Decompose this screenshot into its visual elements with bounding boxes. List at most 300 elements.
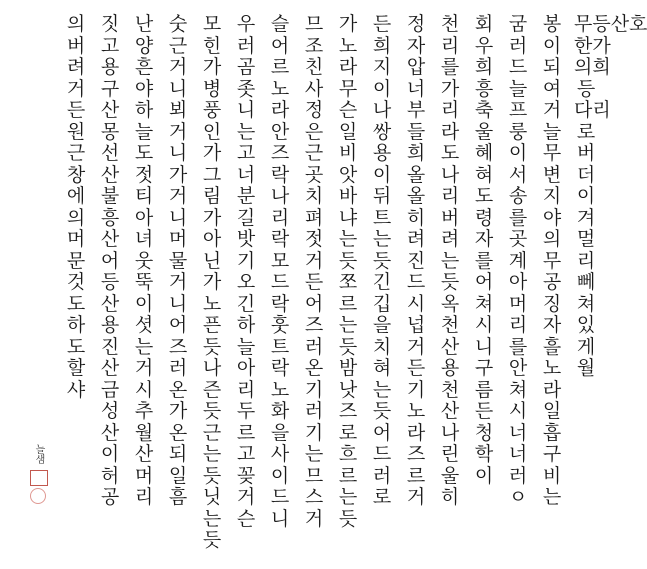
calligraphy-char: 도	[134, 142, 154, 164]
calligraphy-char: 너	[508, 421, 528, 444]
red-seal-stamp	[30, 470, 48, 486]
calligraphy-char: 깁	[372, 292, 392, 315]
calligraphy-char: 노	[270, 77, 290, 100]
calligraphy-char: 듯	[372, 249, 392, 272]
calligraphy-char: 는	[372, 378, 392, 401]
calligraphy-char: 근	[66, 142, 86, 164]
calligraphy-char: 림	[202, 185, 222, 207]
calligraphy-char: 시	[508, 400, 528, 422]
calligraphy-char: 원	[66, 120, 86, 143]
calligraphy-char: 듯	[338, 249, 358, 272]
calligraphy-char: 산	[100, 292, 120, 315]
calligraphy-char: 가	[202, 56, 222, 78]
calligraphy-char: 드	[406, 271, 426, 293]
calligraphy-char: 이	[100, 443, 120, 465]
calligraphy-char: 가	[168, 400, 188, 422]
calligraphy-char: 거	[304, 249, 324, 272]
calligraphy-char: 나	[440, 421, 460, 444]
calligraphy-char: 아	[508, 271, 528, 293]
calligraphy-char: 이	[474, 464, 494, 487]
calligraphy-char: 도	[66, 292, 86, 315]
calligraphy-char: 우	[236, 13, 256, 35]
calligraphy-char: 듯	[440, 271, 460, 293]
calligraphy-char: 는	[542, 486, 562, 508]
calligraphy-char: 분	[236, 185, 256, 207]
calligraphy-char: 온	[168, 378, 188, 401]
calligraphy-char: 조	[304, 34, 324, 57]
calligraphy-char: 락	[270, 357, 290, 379]
calligraphy-char: 든	[406, 357, 426, 379]
calligraphy-char: 거	[168, 185, 188, 207]
calligraphy-char: 울	[474, 120, 494, 143]
calligraphy-char: 가	[202, 142, 222, 164]
calligraphy-char: 치	[372, 335, 392, 358]
calligraphy-char: 즈	[168, 335, 188, 358]
calligraphy-char: 산	[100, 163, 120, 186]
calligraphy-char: 슬	[270, 13, 290, 35]
calligraphy-char: 혜	[474, 142, 494, 164]
calligraphy-char: 용	[100, 56, 120, 78]
calligraphy-column	[540, 14, 564, 509]
calligraphy-char: 늘	[134, 120, 154, 143]
calligraphy-char: 락	[270, 292, 290, 315]
calligraphy-char: 뚝	[134, 271, 154, 293]
calligraphy-char: 리	[508, 314, 528, 336]
calligraphy-char: 이	[372, 77, 392, 100]
calligraphy-char: 구	[542, 443, 562, 465]
calligraphy-char: 가	[168, 163, 188, 186]
calligraphy-char: 앗	[338, 163, 358, 186]
calligraphy-char: 티	[134, 185, 154, 207]
calligraphy-char: 니	[474, 335, 494, 358]
calligraphy-char: 쌍	[372, 120, 392, 143]
calligraphy-char: 아	[134, 206, 154, 229]
calligraphy-char: 리	[440, 99, 460, 121]
calligraphy-char: 비	[338, 142, 358, 164]
calligraphy-char: 안	[508, 357, 528, 379]
calligraphy-char: 러	[508, 464, 528, 487]
calligraphy-char: 러	[236, 34, 256, 57]
calligraphy-char: 뻬	[576, 271, 596, 293]
calligraphy-char: 축	[474, 99, 494, 121]
calligraphy-char: 즌	[202, 378, 222, 401]
calligraphy-char: 거	[168, 56, 188, 78]
calligraphy-char: 머	[168, 228, 188, 250]
calligraphy-char: 듯	[202, 529, 222, 551]
calligraphy-char: 나	[202, 357, 222, 379]
calligraphy-char: 안	[270, 120, 290, 143]
calligraphy-char: 산	[440, 400, 460, 422]
calligraphy-char: 흥	[474, 77, 494, 100]
calligraphy-column	[98, 14, 122, 509]
calligraphy-char: 러	[372, 464, 392, 487]
calligraphy-char: 어	[100, 249, 120, 272]
calligraphy-char: 야	[134, 77, 154, 100]
calligraphy-char: 노	[338, 34, 358, 57]
calligraphy-char: 흘	[542, 335, 562, 358]
calligraphy-char: ㅇ	[508, 486, 528, 508]
calligraphy-char: 룽	[508, 120, 528, 143]
calligraphy-char: 리	[134, 486, 154, 508]
calligraphy-char: 천	[440, 378, 460, 401]
calligraphy-char: 어	[168, 314, 188, 336]
calligraphy-char: 병	[202, 77, 222, 100]
calligraphy-column	[132, 14, 156, 509]
calligraphy-char: 는	[304, 443, 324, 465]
calligraphy-char: 꽂	[236, 464, 256, 487]
calligraphy-char: 창	[66, 163, 86, 186]
calligraphy-char: 를	[508, 206, 528, 229]
calligraphy-char: 그	[202, 163, 222, 186]
calligraphy-char: 용	[440, 357, 460, 379]
calligraphy-char: 한가	[574, 34, 611, 57]
calligraphy-char: 울	[440, 464, 460, 487]
calligraphy-char: 녀	[134, 228, 154, 250]
calligraphy-char: 을	[372, 314, 392, 336]
calligraphy-char: 드	[508, 56, 528, 78]
calligraphy-char: 회	[474, 13, 494, 35]
calligraphy-char: 는	[202, 443, 222, 465]
calligraphy-char: 너	[406, 77, 426, 100]
calligraphy-char: 라	[406, 421, 426, 444]
calligraphy-char: 산	[134, 443, 154, 465]
calligraphy-char: 을	[270, 421, 290, 444]
calligraphy-char: 등	[100, 271, 120, 293]
calligraphy-char: 아	[202, 228, 222, 250]
calligraphy-char: 는	[338, 486, 358, 508]
calligraphy-char: 흡	[542, 421, 562, 444]
calligraphy-char: 추	[134, 400, 154, 422]
calligraphy-char: 히	[440, 486, 460, 508]
calligraphy-column	[166, 14, 190, 509]
calligraphy-char: 구	[100, 77, 120, 100]
calligraphy-char: 름	[474, 378, 494, 401]
calligraphy-char: 나	[270, 185, 290, 207]
calligraphy-char: 의희	[574, 56, 611, 78]
calligraphy-char: 시	[406, 292, 426, 315]
calligraphy-column	[268, 14, 292, 530]
calligraphy-char: 즈	[304, 314, 324, 336]
calligraphy-char: 곰	[236, 56, 256, 78]
calligraphy-char: 할	[66, 357, 86, 379]
calligraphy-char: 길	[236, 206, 256, 229]
calligraphy-char: 프	[508, 99, 528, 121]
calligraphy-char: 리	[576, 249, 596, 272]
calligraphy-char: 니	[168, 292, 188, 315]
calligraphy-char: 노	[202, 292, 222, 315]
calligraphy-char: 게	[576, 335, 596, 358]
calligraphy-column	[370, 14, 394, 509]
calligraphy-char: 노	[542, 357, 562, 379]
calligraphy-char: 듯	[202, 464, 222, 487]
calligraphy-char: 청	[474, 421, 494, 444]
calligraphy-char: 펴	[304, 206, 324, 229]
calligraphy-char: 것	[66, 271, 86, 293]
calligraphy-char: 노	[406, 400, 426, 422]
calligraphy-char: 르	[338, 292, 358, 315]
calligraphy-char: 가	[440, 77, 460, 100]
calligraphy-char: 스	[304, 486, 324, 508]
calligraphy-char: 화	[270, 400, 290, 422]
calligraphy-char: 로	[338, 421, 358, 444]
calligraphy-char: 머	[66, 228, 86, 250]
calligraphy-char: 월	[134, 421, 154, 444]
calligraphy-char: 어	[474, 271, 494, 293]
calligraphy-char: 드	[270, 486, 290, 508]
calligraphy-char: 리	[440, 34, 460, 57]
calligraphy-char: 혀	[474, 163, 494, 186]
calligraphy-char: 시	[134, 378, 154, 401]
calligraphy-char: 희	[474, 56, 494, 78]
calligraphy-char: 거	[168, 271, 188, 293]
calligraphy-char: 니	[168, 77, 188, 100]
calligraphy-char: 서	[508, 163, 528, 186]
calligraphy-column	[200, 14, 224, 552]
calligraphy-char: 산	[100, 228, 120, 250]
calligraphy-char: 들	[406, 120, 426, 143]
calligraphy-column	[336, 14, 360, 530]
calligraphy-char: 듯	[202, 335, 222, 358]
calligraphy-char: 쳐	[474, 292, 494, 315]
artist-signature: 늘샘	[33, 444, 44, 464]
calligraphy-char: 기	[406, 378, 426, 401]
calligraphy-char: 정	[304, 99, 324, 121]
calligraphy-char: 더	[576, 163, 596, 186]
calligraphy-char: 를	[440, 56, 460, 78]
calligraphy-char: 쪼	[338, 271, 358, 293]
calligraphy-char: 려	[440, 228, 460, 250]
calligraphy-char: 은	[304, 120, 324, 143]
calligraphy-char: 흠	[168, 486, 188, 508]
calligraphy-char: 슨	[236, 507, 256, 530]
calligraphy-char: 거	[134, 357, 154, 379]
calligraphy-char: 밧	[236, 228, 256, 250]
calligraphy-char: 가	[202, 271, 222, 293]
calligraphy-char: 이	[372, 163, 392, 186]
calligraphy-char: 는	[202, 507, 222, 530]
calligraphy-char: 셧	[134, 314, 154, 336]
calligraphy-char: 모	[202, 13, 222, 35]
calligraphy-char: 린	[440, 443, 460, 465]
calligraphy-char: 령	[474, 206, 494, 229]
calligraphy-char: 쳐	[508, 378, 528, 401]
calligraphy-char: 트	[372, 206, 392, 229]
calligraphy-char: 트	[270, 335, 290, 358]
calligraphy-char: 금	[100, 378, 120, 401]
calligraphy-char: 자	[474, 228, 494, 250]
calligraphy-char: 고	[236, 443, 256, 465]
calligraphy-char: 무등산호	[574, 13, 647, 35]
calligraphy-char: 천	[440, 314, 460, 336]
calligraphy-char: 이	[508, 142, 528, 164]
calligraphy-char: 되	[168, 443, 188, 465]
calligraphy-char: 인	[202, 120, 222, 143]
calligraphy-char: 변	[542, 163, 562, 186]
calligraphy-char: 가	[202, 206, 222, 229]
calligraphy-char: 부	[406, 99, 426, 121]
calligraphy-char: 쳐	[576, 292, 596, 315]
calligraphy-char: 흐	[338, 443, 358, 465]
calligraphy-char: 등	[576, 77, 596, 100]
calligraphy-column	[506, 14, 530, 509]
calligraphy-char: 공	[100, 486, 120, 508]
calligraphy-char: 는	[134, 335, 154, 358]
calligraphy-char: 드	[372, 443, 392, 465]
calligraphy-char: 즈	[406, 443, 426, 465]
calligraphy-char: 의	[66, 13, 86, 35]
calligraphy-char: 우	[474, 34, 494, 57]
calligraphy-char: 여	[542, 77, 562, 100]
calligraphy-column	[234, 14, 258, 530]
calligraphy-char: 이	[576, 185, 596, 207]
calligraphy-char: 든	[304, 271, 324, 293]
calligraphy-char: 흔	[134, 56, 154, 78]
calligraphy-char: 의	[542, 228, 562, 250]
calligraphy-char: 모	[270, 249, 290, 272]
calligraphy-char: 머	[508, 292, 528, 315]
calligraphy-char: 슨	[338, 99, 358, 121]
calligraphy-char: 바	[338, 185, 358, 207]
calligraphy-char: 든	[66, 99, 86, 121]
calligraphy-char: 넙	[406, 314, 426, 336]
calligraphy-char: 기	[304, 378, 324, 401]
calligraphy-char: 풍	[202, 99, 222, 121]
calligraphy-char: 드	[270, 271, 290, 293]
calligraphy-char: 산	[440, 335, 460, 358]
calligraphy-char: 이	[270, 464, 290, 487]
calligraphy-char: 야	[542, 206, 562, 229]
calligraphy-char: 희	[372, 34, 392, 57]
calligraphy-char: 냐	[338, 206, 358, 229]
calligraphy-char: 픈	[202, 314, 222, 336]
calligraphy-char: 로	[372, 486, 392, 508]
calligraphy-char: 정	[406, 13, 426, 35]
calligraphy-char: 지	[542, 185, 562, 207]
calligraphy-char: 닌	[202, 249, 222, 272]
calligraphy-char: 리	[270, 206, 290, 229]
calligraphy-char: 버	[576, 142, 596, 164]
calligraphy-char: 든	[372, 13, 392, 35]
calligraphy-char: 도	[440, 142, 460, 164]
calligraphy-char: 어	[270, 34, 290, 57]
calligraphy-char: 거	[406, 335, 426, 358]
calligraphy-char: 일	[168, 464, 188, 487]
calligraphy-char: 니	[168, 206, 188, 229]
calligraphy-char: 일	[338, 120, 358, 143]
calligraphy-char: 선	[100, 142, 120, 164]
calligraphy-char: 압	[406, 56, 426, 78]
calligraphy-char: 기	[236, 249, 256, 272]
calligraphy-char: 숫	[168, 13, 188, 35]
calligraphy-char: 희	[406, 142, 426, 164]
calligraphy-char: 밤	[338, 357, 358, 379]
calligraphy-char: 비	[542, 464, 562, 487]
calligraphy-char: 긴	[236, 292, 256, 315]
calligraphy-char: 니	[270, 507, 290, 530]
calligraphy-column	[64, 14, 88, 401]
calligraphy-char: 라	[542, 378, 562, 401]
calligraphy-char: 라	[270, 99, 290, 121]
calligraphy-column	[438, 14, 462, 509]
calligraphy-char: 르	[406, 464, 426, 487]
calligraphy-char: 버	[66, 34, 86, 57]
calligraphy-char: 이	[134, 292, 154, 315]
calligraphy-char: 진	[100, 335, 120, 358]
calligraphy-char: 근	[168, 34, 188, 57]
calligraphy-char: 오	[236, 271, 256, 293]
calligraphy-column	[472, 14, 496, 487]
calligraphy-char: 거	[168, 120, 188, 143]
calligraphy-char: 무	[542, 249, 562, 272]
calligraphy-char: 올	[406, 163, 426, 186]
calligraphy-char: 고	[236, 142, 256, 164]
calligraphy-char: 듯	[202, 400, 222, 422]
calligraphy-char: 아	[236, 357, 256, 379]
calligraphy-char: 너	[508, 443, 528, 465]
calligraphy-char: 힌	[202, 34, 222, 57]
calligraphy-char: 도	[474, 185, 494, 207]
calligraphy-char: 곳	[304, 163, 324, 186]
calligraphy-char: 거	[542, 99, 562, 121]
calligraphy-char: 진	[406, 249, 426, 272]
calligraphy-char: 징	[542, 292, 562, 315]
calligraphy-char: 젓	[304, 228, 324, 250]
calligraphy-char: 너	[236, 163, 256, 186]
calligraphy-char: 로	[576, 120, 596, 143]
calligraphy-char: 겨	[576, 206, 596, 229]
calligraphy-char: 어	[372, 421, 392, 444]
calligraphy-char: 근	[304, 142, 324, 164]
calligraphy-char: 공	[542, 271, 562, 293]
calligraphy-char: 온	[304, 357, 324, 379]
calligraphy-char: 지	[372, 56, 392, 78]
calligraphy-char: 올	[406, 185, 426, 207]
calligraphy-char: 사	[304, 77, 324, 100]
calligraphy-char: 를	[508, 335, 528, 358]
calligraphy-char: 늘	[508, 77, 528, 100]
calligraphy-char: 니	[236, 99, 256, 121]
calligraphy-char: 닛	[202, 486, 222, 508]
calligraphy-char: 두	[236, 400, 256, 422]
calligraphy-char: 고	[100, 34, 120, 57]
calligraphy-char: 온	[168, 421, 188, 444]
calligraphy-char: 는	[440, 249, 460, 272]
calligraphy-char: 월	[576, 357, 596, 379]
calligraphy-char: 자	[406, 34, 426, 57]
calligraphy-char: 뒤	[372, 185, 392, 207]
calligraphy-char: 거	[66, 77, 86, 100]
calligraphy-column	[404, 14, 428, 509]
calligraphy-char: 구	[474, 357, 494, 379]
calligraphy-char: 늘	[542, 120, 562, 143]
calligraphy-char: 히	[406, 206, 426, 229]
calligraphy-char: 즈	[270, 142, 290, 164]
calligraphy-char: 난	[134, 13, 154, 35]
calligraphy-char: 있	[576, 314, 596, 336]
calligraphy-char: 혀	[372, 357, 392, 379]
calligraphy-char: 봉	[542, 13, 562, 35]
calligraphy-char: 굼	[508, 13, 528, 35]
calligraphy-char: 문	[66, 249, 86, 272]
calligraphy-char: 뵈	[168, 99, 188, 121]
calligraphy-char: 허	[100, 464, 120, 487]
calligraphy-char: 려	[66, 56, 86, 78]
calligraphy-char: 락	[270, 163, 290, 186]
calligraphy-char: 송	[508, 185, 528, 207]
calligraphy-char: 산	[100, 357, 120, 379]
calligraphy-char: 버	[440, 206, 460, 229]
calligraphy-char: 용	[100, 314, 120, 336]
